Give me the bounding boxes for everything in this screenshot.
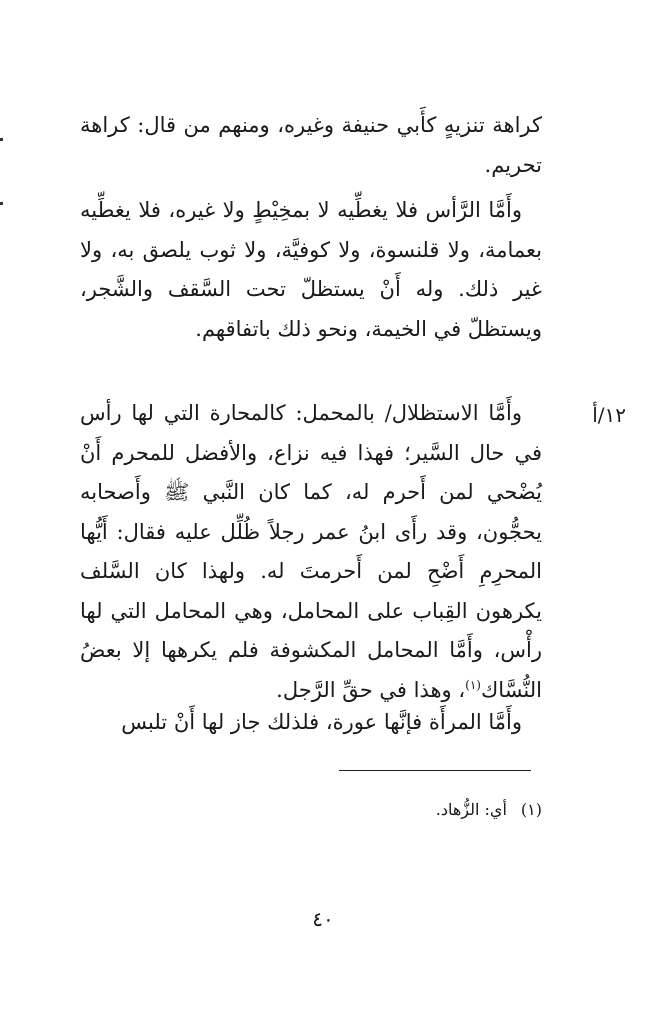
paragraph-4 [80,703,542,743]
paragraph-text [80,394,542,710]
footnote-text: أي: الزُّهاد. [435,800,507,819]
paragraph-2 [80,191,542,349]
manuscript-folio-note: ١٢/أ [592,403,626,427]
scan-edge-mark [0,138,3,141]
paragraph-text-main: وأَمَّا الاستظلال/ بالمحمل: كالمحارة التي لها رأس في حال السَّير؛ فهذا فيه نزاع، والأفضل للمحرم أَنْ يُضْحي لمن أَحرم له، كما كان النَّبي ﷺ وأَصحابه يحجُّون، وقد رأَى ابنُ عمر رجلاً ظُلِّل عليه فقال: أَيُّها المحرِمِ أَضْحِ لمن أَحرمتَ له. ولهذا كان السَّلف يكرهون القِباب على المحامل، وهي المحامل التي لها رأْس، وأَمَّا المحامل المكشوفة فلم يكرهها إلا بعضُ النُّسَّاك [80,401,542,702]
footnote [300,798,542,822]
scan-edge-mark [0,202,3,205]
footnote-divider [339,770,531,771]
paragraph-text: كراهة تنزيهٍ كأَبي حنيفة وغيره، ومنهم من قال: كراهة تحريم. [80,113,542,177]
paragraph-1 [80,106,542,185]
paragraph-3 [80,394,542,710]
paragraph-text: وأَمَّا الرَّأس فلا يغطِّيه لا بمخِيْطٍ ولا غيره، فلا يغطِّيه بعمامة، ولا قلنسوة، ولا كوفيَّة، ولا ثوب يلصق به، ولا غير ذلك. وله أَنْ يستظلّ تحت السَّقف والشَّجر، ويستظلّ في الخيمة، ونحو ذلك باتفاقهم. [80,198,542,341]
paragraph-text: وأَمَّا المرأَة فإنَّها عورة، فلذلك جاز لها أَنْ تلبس [121,710,522,734]
footnote-number: (١) [520,800,542,819]
paragraph-text-tail: ، وهذا في حقِّ الرَّجل. [276,677,466,702]
footnote-reference[interactable]: (١) [465,677,481,692]
page-number: ٤٠ [312,907,334,931]
